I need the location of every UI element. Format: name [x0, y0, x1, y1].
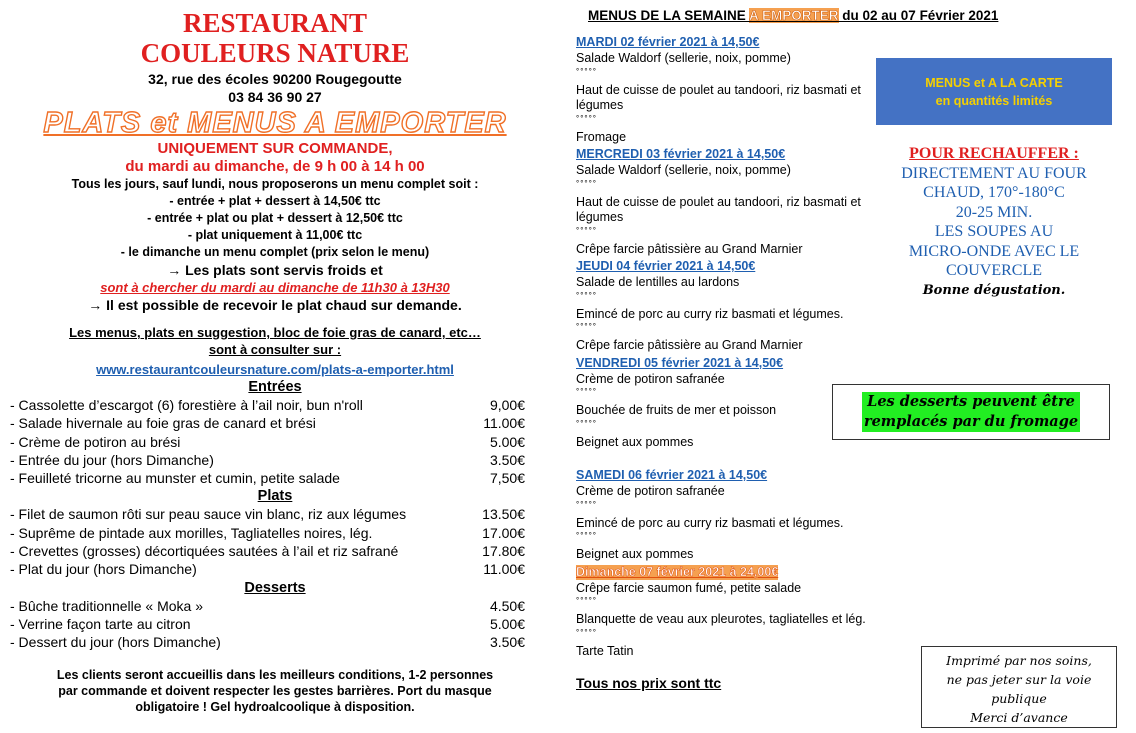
dish: Emincé de porc au curry riz basmati et légumes.: [576, 515, 844, 530]
dessert-replacement-text: [862, 392, 1080, 432]
separator-dots: °°°°°: [576, 225, 597, 235]
consult-line2: sont à consulter sur :: [208, 342, 342, 357]
menu-item: [10, 505, 525, 523]
footer-line3: obligatoire ! Gel hydroalcoolique à disposition.: [135, 699, 415, 714]
dessert-replacement-box: [832, 384, 1110, 440]
menu-item-price: 5.00€: [489, 433, 525, 450]
menu-item: [10, 560, 525, 578]
reheat-line1: DIRECTEMENT AU FOUR: [901, 164, 1087, 182]
menu-item-price: 5.00€: [489, 615, 525, 632]
menu-item-price: 4.50€: [489, 597, 525, 614]
dish: Salade Waldorf (sellerie, noix, pomme): [576, 163, 791, 177]
week-title-prefix: MENUS DE LA SEMAINE: [588, 8, 750, 23]
week-title: [588, 8, 999, 23]
website-link[interactable]: www.restaurantcouleursnature.com/plats-a-emporter.html: [96, 362, 454, 377]
address: 32, rue des écoles 90200 Rougegoutte: [148, 71, 402, 87]
day-label: MARDI 02 février 2021 à 14,50€: [576, 35, 760, 49]
dish: Haut de cuisse de poulet au tandoori, riz basmati et légumes: [576, 194, 861, 224]
week-title-suffix: du 02 au 07 Février 2021: [838, 8, 999, 23]
menu-item-name: - Feuilleté tricorne au munster et cumin, petite salade: [10, 470, 340, 487]
menu-item: [10, 542, 525, 560]
dish: Tarte Tatin: [576, 643, 634, 658]
footer-note: [10, 667, 540, 715]
dish: Crêpe farcie pâtissière au Grand Marnier: [576, 241, 803, 256]
consult-line1: Les menus, plats en suggestion, bloc de foie gras de canard, etc…: [69, 325, 481, 340]
menu-item-name: - Bûche traditionnelle « Moka »: [10, 597, 203, 614]
restaurant-name-line2: COULEURS NATURE: [140, 38, 410, 68]
dish: Crème de potiron safranée: [576, 371, 725, 386]
dish: Salade Waldorf (sellerie, noix, pomme): [576, 51, 791, 65]
intro: Tous les jours, sauf lundi, nous proposerons un menu complet soit :: [71, 177, 479, 191]
dish: Crêpe farcie saumon fumé, petite salade: [576, 580, 802, 595]
menu-item-price: 7,50€: [489, 470, 525, 487]
dish: Crêpe farcie pâtissière au Grand Marnier: [576, 338, 803, 352]
banner-title: PLATS et MENUS A EMPORTER: [43, 107, 507, 139]
entrees-title: Entrées: [248, 379, 302, 395]
dessert-line1: Les desserts peuvent être: [867, 393, 1075, 410]
formula-2: - entrée + plat ou plat + dessert à 12,50€ ttc: [147, 211, 403, 225]
menu-item: [10, 633, 525, 651]
desserts-title: Desserts: [244, 579, 306, 596]
menu-item-price: 11.00€: [483, 561, 525, 578]
menu-item: [10, 524, 525, 542]
day-label: Dimanche 07 février 2021 à 24,00€: [576, 564, 779, 579]
order-line1: UNIQUEMENT SUR COMMANDE,: [157, 140, 393, 157]
separator-dots: °°°°°: [576, 531, 597, 540]
printed-line3: publique: [991, 691, 1047, 706]
menu-item: [10, 597, 525, 615]
restaurant-name-line1: RESTAURANT: [182, 8, 368, 38]
day-menu: [576, 563, 896, 660]
menu-item: [10, 615, 525, 633]
reheat-line5: MICRO-ONDE AVEC LE: [908, 242, 1080, 260]
reheat-instructions: [872, 144, 1116, 300]
menu-item-name: - Filet de saumon rôti sur peau sauce vin blanc, riz aux légumes: [10, 506, 407, 523]
printed-line4: Merci d’avance: [970, 710, 1068, 725]
plats-list: [10, 505, 540, 578]
limited-quantities-box: [876, 58, 1112, 125]
blue-box-line2: en quantités limités: [935, 93, 1053, 108]
formula-4: - le dimanche un menu complet (prix selon le menu): [120, 245, 430, 259]
menu-item-price: 9,00€: [489, 397, 525, 413]
day-label: MERCREDI 03 février 2021 à 14,50€: [576, 147, 786, 161]
reheat-line6: COUVERCLE: [946, 262, 1042, 279]
separator-dots: °°°°°: [576, 113, 597, 123]
desserts-list: [10, 597, 540, 652]
menu-item: [10, 396, 525, 414]
dish: Emincé de porc au curry riz basmati et légumes.: [576, 306, 844, 321]
separator-dots: °°°°°: [576, 596, 597, 605]
menu-item-price: 17.80€: [482, 543, 525, 560]
dish: Bouchée de fruits de mer et poisson: [576, 403, 777, 417]
reheat-line2: CHAUD, 170°-180°C: [923, 184, 1065, 201]
menu-item-name: - Plat du jour (hors Dimanche): [10, 561, 197, 578]
separator-dots: °°°°°: [576, 499, 597, 509]
week-title-highlight: A EMPORTER: [749, 8, 839, 23]
plats-title: Plats: [257, 488, 293, 505]
day-menu: [576, 257, 896, 354]
dish: Fromage: [576, 129, 627, 144]
separator-dots: °°°°°: [576, 322, 597, 331]
dessert-line2: remplacés par du fromage: [863, 413, 1079, 430]
day-menu: [576, 33, 896, 145]
dish: Beignet aux pommes: [576, 434, 694, 449]
served-cold: → Les plats sont servis froids et: [167, 262, 383, 278]
left-column: [10, 8, 540, 715]
menu-item-name: - Entrée du jour (hors Dimanche): [10, 451, 214, 468]
menu-item: [10, 451, 525, 469]
reheat-line3: 20-25 MIN.: [955, 203, 1033, 221]
pickup-hours: sont à chercher du mardi au dimanche de 11h30 à 13H30: [100, 280, 450, 295]
blue-box-line1: MENUS et A LA CARTE: [925, 75, 1063, 90]
menu-item-name: - Cassolette d’escargot (6) forestière à l’ail noir, bun n'roll: [10, 397, 363, 413]
dish: Salade de lentilles au lardons: [576, 275, 740, 289]
formula-3: - plat uniquement à 11,00€ ttc: [187, 228, 363, 242]
menu-item: [10, 433, 525, 451]
menu-item-name: - Salade hivernale au foie gras de canard et brési: [10, 415, 316, 432]
separator-dots: °°°°°: [576, 387, 597, 396]
menu-item-price: 3.50€: [489, 634, 525, 651]
menu-item-name: - Suprême de pintade aux morilles, Tagliatelles noires, lég.: [10, 524, 373, 541]
separator-dots: °°°°°: [576, 418, 597, 428]
separator-dots: °°°°°: [576, 290, 597, 300]
reheat-line4: LES SOUPES AU: [934, 223, 1054, 240]
separator-dots: °°°°°: [576, 627, 597, 637]
day-label: SAMEDI 06 février 2021 à 14,50€: [576, 468, 768, 482]
printed-note-box: [921, 646, 1117, 728]
entrees-list: [10, 396, 540, 487]
dish: Haut de cuisse de poulet au tandoori, riz basmati et légumes: [576, 82, 861, 112]
separator-dots: °°°°°: [576, 178, 597, 188]
day-menu: [576, 466, 896, 563]
day-label: JEUDI 04 février 2021 à 14,50€: [576, 259, 756, 273]
hot-possible: → Il est possible de recevoir le plat chaud sur demande.: [88, 297, 462, 313]
separator-dots: °°°°°: [576, 66, 597, 76]
day-label: VENDREDI 05 février 2021 à 14,50€: [576, 355, 784, 370]
days-list: [576, 33, 896, 659]
menu-item-name: - Crevettes (grosses) décortiquées sautées à l’ail et riz safrané: [10, 543, 399, 560]
menu-item-price: 13.50€: [482, 506, 525, 523]
printed-line2: ne pas jeter sur la voie: [946, 672, 1092, 687]
menu-item: [10, 469, 525, 487]
dish: Blanquette de veau aux pleurotes, tagliatelles et lég.: [576, 612, 866, 626]
order-line2: du mardi au dimanche, de 9 h 00 à 14 h 00: [125, 158, 425, 175]
menu-item-name: - Verrine façon tarte au citron: [10, 615, 191, 632]
footer-line1: Les clients seront accueillis dans les meilleurs conditions, 1-2 personnes: [56, 667, 494, 682]
menu-item-name: - Crème de potiron au brési: [10, 433, 181, 450]
footer-line2: par commande et doivent respecter les gestes barrières. Port du masque: [58, 683, 492, 698]
dish: Crème de potiron safranée: [576, 484, 725, 498]
phone: 03 84 36 90 27: [228, 89, 322, 105]
menu-item-price: 3.50€: [489, 451, 525, 468]
menu-item-price: 17.00€: [482, 524, 525, 541]
day-menu: [576, 145, 896, 257]
reheat-title: POUR RECHAUFFER :: [909, 145, 1079, 162]
prices-note: Tous nos prix sont ttc: [576, 675, 722, 691]
printed-line1: Imprimé par nos soins,: [946, 653, 1092, 668]
bonne-degustation: Bonne dégustation.: [922, 282, 1066, 298]
menu-item-price: 11.00€: [483, 415, 525, 432]
formula-1: - entrée + plat + dessert à 14,50€ ttc: [169, 194, 381, 208]
dish: Beignet aux pommes: [576, 547, 694, 561]
menu-item-name: - Dessert du jour (hors Dimanche): [10, 634, 221, 651]
menu-item: [10, 414, 525, 432]
